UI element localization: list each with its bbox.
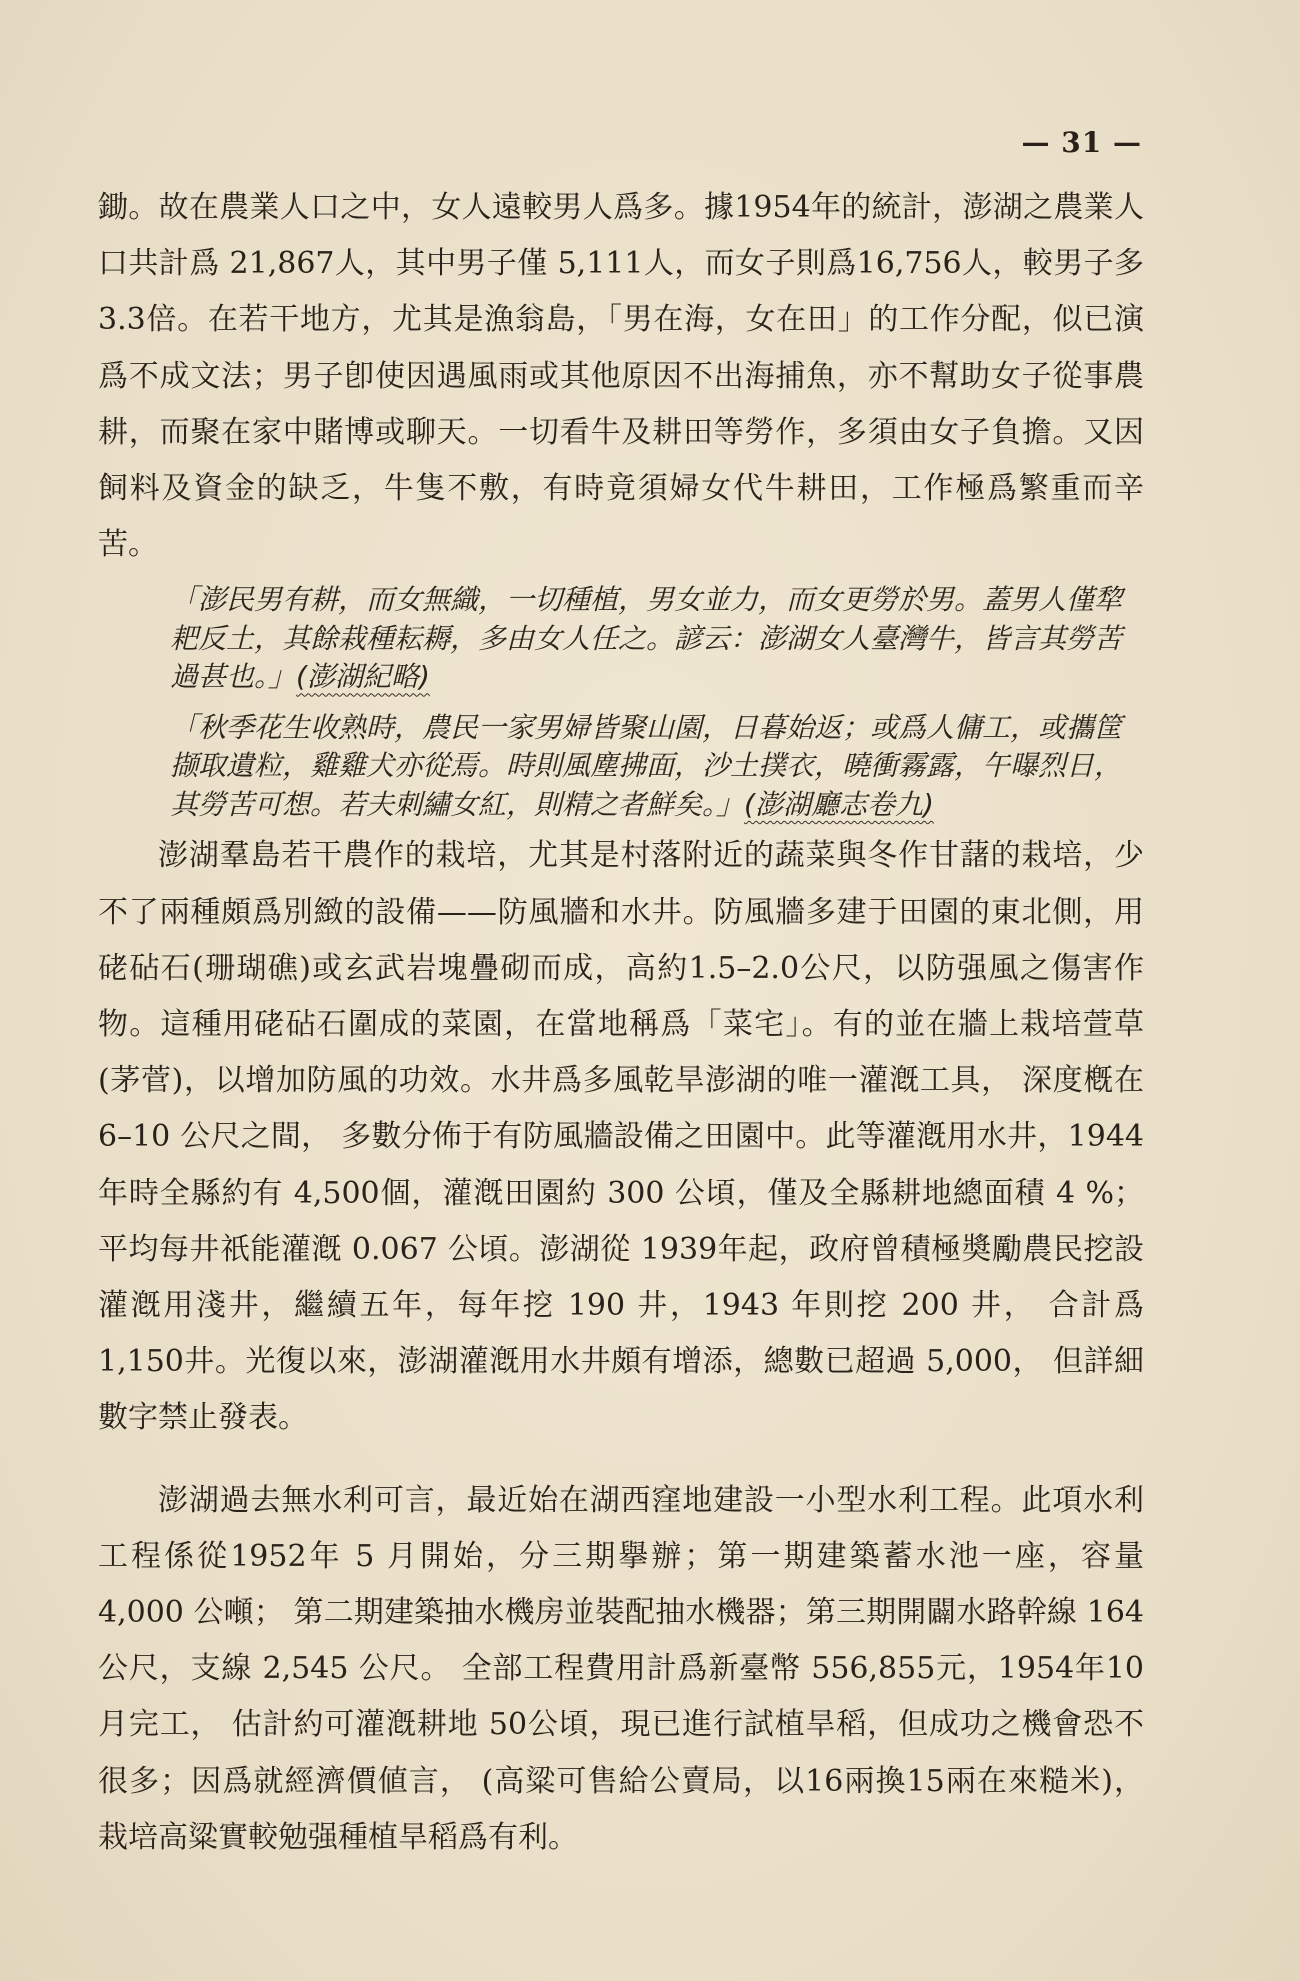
paragraph-windbreak-wells: 澎湖羣島若干農作的栽培，尤其是村落附近的蔬菜與冬作甘藷的栽培，少不了兩種頗爲別緻的設備——防風牆和水井。防風牆多建于田園的東北側，用硓砧石(珊瑚礁)或玄武岩塊疊砌而成，高約1.5–2.0公尺，以防强風之傷害作物。這種用硓砧石圍成的菜園，在當地稱爲「菜宅」。有的並在牆上栽培萱草(茅菅)，以增加防風的功效。水井爲多風乾旱澎湖的唯一灌漑工具， 深度槪在 6–10 公尺之間， 多數分佈于有防風牆設備之田園中。此等灌漑用水井，1944 年時全縣約有 4,500個，灌漑田園約 300 公頃，僅及全縣耕地總面積 4 %；平均每井祇能灌漑 0.067 公頃。澎湖從 1939年起，政府曾積極奬勵農民挖設灌漑用淺井，繼續五年，每年挖 190 井，1943 年則挖 200 井， 合計爲 1,150井。光復以來，澎湖灌漑用水井頗有增添，總數已超過 5,000， 但詳細數字禁止發表。 (98, 838, 1144, 1436)
quote-text: 「澎民男有耕，而女無織，一切種植，男女並力，而女更勞於男。蓋男人僅犂耙反土，其餘栽種耘耨，多由女人任之。諺云：澎湖女人臺灣牛，皆言其勞苦過甚也。」 (170, 583, 1123, 694)
quote-text: 「秋季花生收熟時，農民一家男婦皆聚山園，日暮始返；或爲人傭工，或攜筐撷取遺粒，雞雞犬亦從焉。時則風塵拂面，沙土撲衣，曉衝霧露，午曝烈日，其勞苦可想。若夫刺繡女紅，則精之者鮮矣。」 (170, 710, 1123, 821)
paragraph-irrigation-project: 澎湖過去無水利可言，最近始在湖西窪地建設一小型水利工程。此項水利工程係從1952年 5 月開始，分三期擧辦；第一期建築蓄水池一座，容量 4,000 公噸； 第二期建築抽水機房並裝配抽水機器；第三期開闢水路幹線 164 公尺，支線 2,545 公尺。 全部工程費用計爲新臺幣 556,855元，1954年10月完工， 估計約可灌漑耕地 50公頃，現已進行試植旱稻，但成功之機會恐不很多；因爲就經濟價値言， (高粱可售給公賣局，以16兩換15兩在來糙米)， 栽培高粱實較勉强種植旱稻爲有利。 (98, 1482, 1144, 1855)
quote-penghu-jilue (170, 581, 1130, 697)
quote-source: (澎湖紀略) (296, 660, 430, 694)
page-number: — 31 — (1021, 126, 1142, 159)
paragraph-women-farming: 鋤。故在農業人口之中，女人遠較男人爲多。據1954年的統計，澎湖之農業人口共計爲 21,867人，其中男子僅 5,111人，而女子則爲16,756人，較男子多3.3倍。在若干地方，尤其是漁翁島，「男在海，女在田」的工作分配，似已演爲不成文法；男子卽使因遇風雨或其他原因不出海捕魚，亦不幫助女子從事農耕，而聚在家中賭博或聊天。一切看牛及耕田等勞作，多須由女子負擔。又因飼料及資金的缺乏，牛隻不敷，有時竟須婦女代牛耕田，工作極爲繁重而辛苦。 (98, 190, 1144, 563)
quote-penghu-tingzhi (170, 709, 1130, 825)
quote-source: (澎湖廳志卷九) (744, 787, 934, 821)
page-body (98, 180, 1144, 1866)
